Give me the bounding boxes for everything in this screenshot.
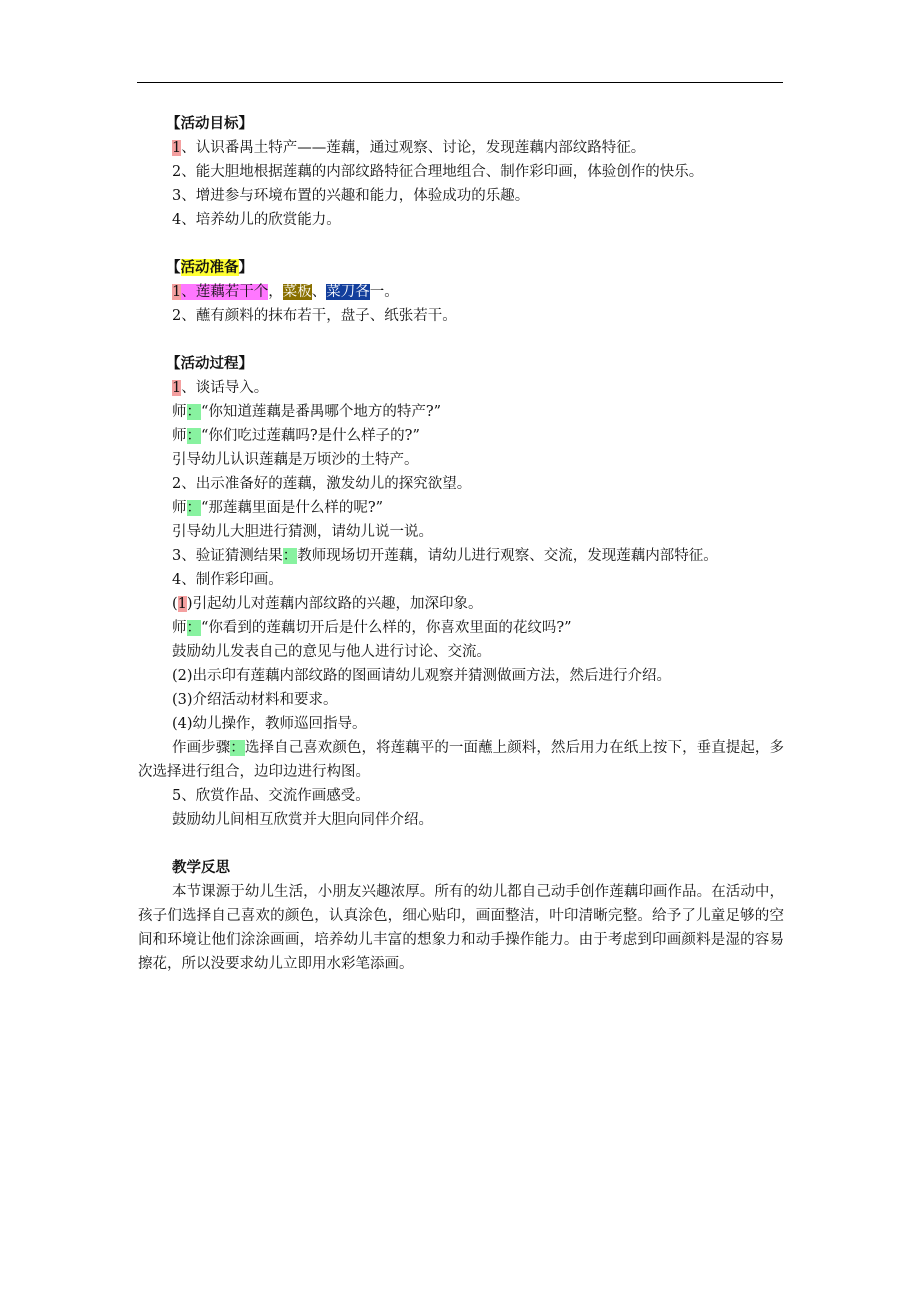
spacer — [138, 328, 784, 352]
process-step-5: 5、欣赏作品、交流作画感受。 — [172, 788, 370, 804]
teacher-quote: “你看到的莲藕切开后是什么样的，你喜欢里面的花纹吗?” — [201, 620, 572, 636]
substep-1-paren: ( — [172, 596, 178, 612]
speaker-label: 师 — [172, 404, 187, 420]
speaker-label: 师 — [172, 620, 187, 636]
goal-item-4: 4、培养幼儿的欣赏能力。 — [172, 212, 341, 228]
prep-heading-text: 活动准备 — [180, 259, 239, 276]
substep-1 — [138, 592, 784, 616]
prep-item-1-number: 1 — [172, 284, 182, 300]
spacer — [138, 232, 784, 256]
speaker-colon: ： — [186, 428, 201, 444]
substep-1-text: )引起幼儿对莲藕内部纹路的兴趣，加深印象。 — [186, 596, 483, 612]
reflection-body: 本节课源于幼儿生活，小朋友兴趣浓厚。所有的幼儿都自己动手创作莲藕印画作品。在活动中，孩子们选择自己喜欢的颜色，认真涂色，细心贴印，画面整洁，叶印清晰完整。给予了儿童足够的空间和环境让他们涂涂画画，培养幼儿丰富的想象力和动手操作能力。由于考虑到印画颜料是湿的容易擦花，所以没要求幼儿立即用水彩笔添画。 — [138, 884, 784, 972]
drawing-steps-text: 选择自己喜欢颜色，将莲藕平的一面蘸上颜料，然后用力在纸上按下，垂直提起，多次选择进行组合，边印边进行构图。 — [138, 740, 785, 780]
goal-item-2: 2、能大胆地根据莲藕的内部纹路特征合理地组合、制作彩印画，体验创作的快乐。 — [172, 164, 704, 180]
prep-heading — [138, 256, 784, 280]
goal-item-1-number: 1 — [172, 140, 182, 156]
speaker-label: 师 — [172, 500, 187, 516]
step-3-text: 教师现场切开莲藕，请幼儿进行观察、交流，发现莲藕内部特征。 — [297, 548, 718, 564]
process-step-1 — [138, 376, 784, 400]
goal-item-3: 3、增进参与环境布置的兴趣和能力，体验成功的乐趣。 — [172, 188, 530, 204]
goals-heading: 【活动目标】 — [166, 115, 253, 132]
substep-1-number: 1 — [177, 596, 187, 612]
process-step-2: 2、出示准备好的莲藕，激发幼儿的探究欲望。 — [172, 476, 472, 492]
step-3-colon: ： — [282, 548, 298, 564]
speaker-colon: ： — [186, 620, 201, 636]
step-3-title: 3、验证猜测结果 — [172, 548, 283, 564]
speaker-label: 师 — [172, 428, 187, 444]
teacher-line-3 — [138, 496, 784, 520]
prep-sep-1: ， — [268, 284, 283, 300]
process-step-4: 4、制作彩印画。 — [172, 572, 283, 588]
speaker-colon: ： — [186, 500, 201, 516]
prep-item-2: 2、蘸有颜料的抹布若干，盘子、纸张若干。 — [172, 308, 457, 324]
teacher-quote: “你知道莲藕是番禺哪个地方的特产?” — [201, 404, 442, 420]
prep-item-board: 菜板 — [282, 284, 312, 300]
reflection-heading: 教学反思 — [172, 859, 230, 876]
encourage-line-2: 鼓励幼儿间相互欣赏并大胆向同伴介绍。 — [172, 812, 433, 828]
encourage-line-1: 鼓励幼儿发表自己的意见与他人进行讨论、交流。 — [172, 644, 491, 660]
spacer — [138, 832, 784, 856]
process-step-3 — [138, 544, 784, 568]
teacher-quote: “你们吃过莲藕吗?是什么样子的?” — [201, 428, 420, 444]
teacher-quote: “那莲藕里面是什么样的呢?” — [201, 500, 384, 516]
teacher-line-1 — [138, 400, 784, 424]
substep-2: (2)出示印有莲藕内部纹路的图画请幼儿观察并猜测做画方法，然后进行介绍。 — [172, 668, 672, 684]
guide-line-1: 引导幼儿认识莲藕是万顷沙的土特产。 — [172, 452, 419, 468]
process-step-1-text: 、谈话导入。 — [181, 380, 269, 396]
substep-4: (4)幼儿操作，教师巡回指导。 — [172, 716, 367, 732]
process-heading: 【活动过程】 — [166, 355, 253, 372]
guide-line-2: 引导幼儿大胆进行猜测，请幼儿说一说。 — [172, 524, 433, 540]
drawing-steps-title: 作画步骤 — [172, 740, 231, 756]
prep-sep-2: 、 — [311, 284, 327, 300]
prep-item-end: 一。 — [369, 284, 399, 300]
speaker-colon: ： — [186, 404, 201, 420]
goal-item-1-text: 、认识番禺土特产——莲藕，通过观察、讨论，发现莲藕内部纹路特征。 — [181, 140, 646, 156]
prep-item-knife: 菜刀各 — [326, 284, 370, 300]
document-body — [138, 112, 784, 976]
goal-item-1 — [138, 136, 784, 160]
teacher-line-2 — [138, 424, 784, 448]
prep-heading-open: 【 — [166, 259, 181, 276]
process-step-1-number: 1 — [172, 380, 182, 396]
header-rule — [137, 82, 783, 83]
teacher-line-4 — [138, 616, 784, 640]
drawing-steps — [138, 736, 784, 784]
prep-item-lotus: 、莲藕若干个 — [181, 284, 269, 300]
prep-heading-close: 】 — [238, 259, 253, 276]
drawing-steps-colon: ： — [230, 740, 245, 756]
prep-item-1 — [138, 280, 784, 304]
substep-3: (3)介绍活动材料和要求。 — [172, 692, 338, 708]
